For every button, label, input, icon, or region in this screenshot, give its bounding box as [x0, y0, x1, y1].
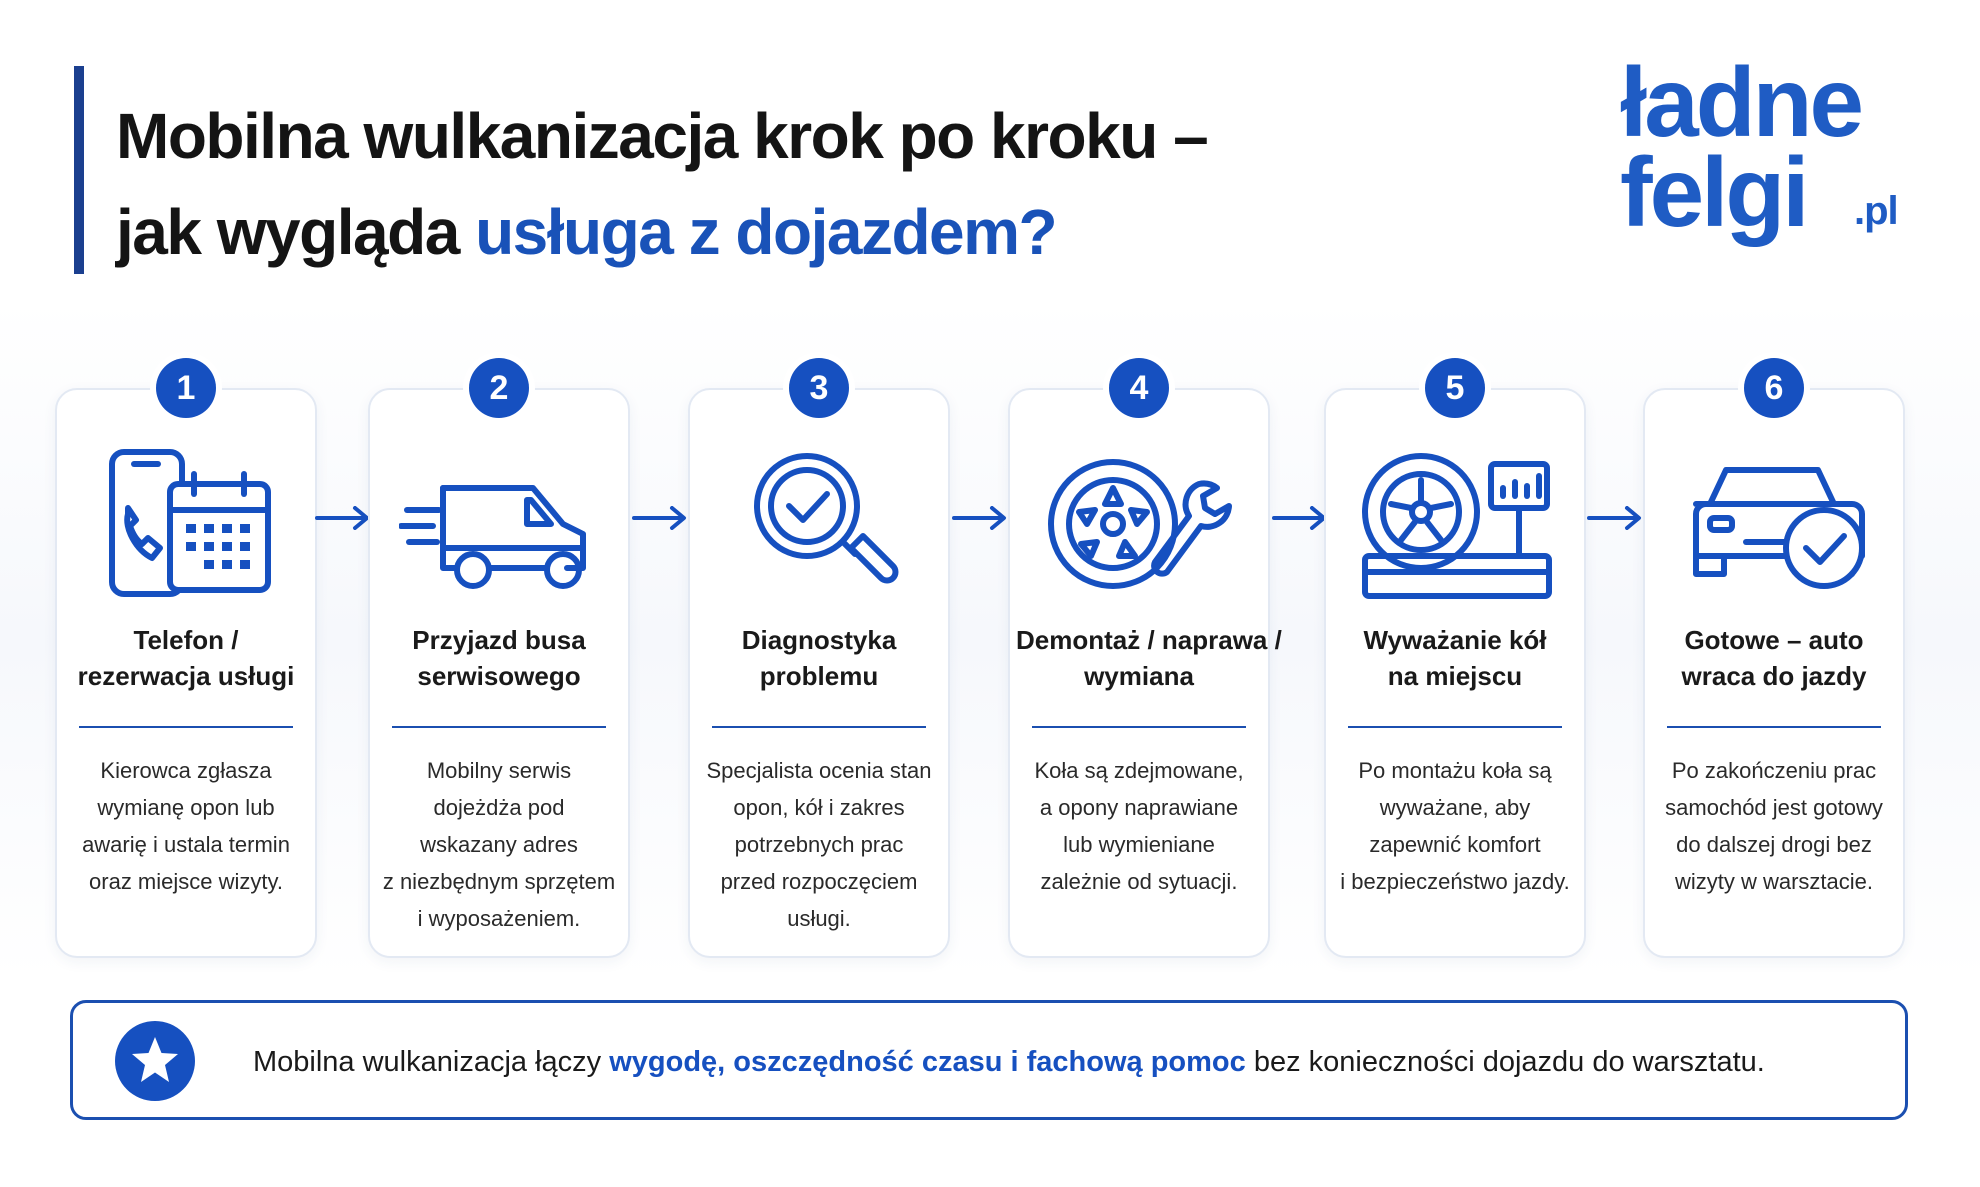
title-line-1: Mobilna wulkanizacja krok po kroku –	[116, 100, 1208, 172]
step-divider	[712, 726, 926, 728]
wheel-balancer-icon	[1355, 444, 1555, 604]
step-title-line: wraca do jazdy	[1681, 661, 1867, 691]
step-title	[1326, 622, 1584, 694]
step-divider	[1348, 726, 1562, 728]
step-title	[370, 622, 628, 694]
logo-line-2: felgi	[1620, 137, 1807, 247]
step-description	[1645, 752, 1903, 900]
summary-text-emphasis: wygodę, oszczędność czasu i fachową pomoc	[609, 1046, 1246, 1078]
arrow-right-icon	[632, 506, 688, 530]
step-title-line: Diagnostyka	[741, 625, 897, 655]
step-desc-line: Mobilny serwis	[426, 758, 572, 783]
title-line-2-plain: jak wygląda	[116, 196, 476, 268]
step-title-line: Przyjazd busa	[412, 625, 586, 655]
page-title	[116, 88, 1207, 280]
arrow-right-icon	[952, 506, 1008, 530]
brand-logo[interactable]	[1620, 47, 1920, 258]
step-number-badge: 3	[789, 358, 849, 418]
step-description	[1326, 752, 1584, 900]
step-desc-line: dojeżdża pod	[433, 795, 565, 820]
step-desc-line: potrzebnych prac	[734, 832, 904, 857]
step-title-line: Gotowe – auto	[1684, 625, 1864, 655]
title-accent-bar	[74, 66, 84, 274]
step-desc-line: lub wymieniane	[1063, 832, 1215, 857]
step-desc-line: wizyty w warsztacie.	[1674, 869, 1874, 894]
step-desc-line: Kierowca zgłasza	[100, 758, 272, 783]
step-desc-line: a opony naprawiane	[1039, 795, 1239, 820]
step-card-5	[1324, 369, 1586, 958]
step-desc-line: Po zakończeniu prac	[1671, 758, 1877, 783]
step-desc-line: wskazany adres	[420, 832, 578, 857]
logo-line-1: ładne	[1620, 47, 1861, 157]
step-title-line: Telefon /	[133, 625, 239, 655]
arrow-right-icon	[1587, 506, 1643, 530]
step-desc-line: zależnie od sytuacji.	[1040, 869, 1238, 894]
step-desc-line: wymianę opon lub	[97, 795, 275, 820]
star-icon	[115, 1021, 195, 1101]
step-title-line: serwisowego	[417, 661, 581, 691]
step-number-badge: 6	[1744, 358, 1804, 418]
step-title	[690, 622, 948, 694]
step-description	[57, 752, 315, 900]
step-card-2	[368, 369, 630, 958]
step-desc-line: samochód jest gotowy	[1665, 795, 1883, 820]
step-card-1	[55, 369, 317, 958]
step-card-4	[1008, 369, 1282, 958]
step-title	[1645, 622, 1903, 694]
summary-text-end: bez konieczności dojazdu do warsztatu.	[1245, 1046, 1765, 1078]
step-desc-line: oraz miejsce wizyty.	[89, 869, 283, 894]
logo-tld: .pl	[1854, 189, 1898, 233]
step-desc-line: do dalszej drogi bez	[1676, 832, 1872, 857]
car-check-icon	[1674, 444, 1874, 604]
arrow-right-icon	[315, 506, 371, 530]
summary-banner	[70, 1000, 1908, 1120]
step-desc-line: wyważane, aby	[1379, 795, 1531, 820]
step-card-6	[1643, 369, 1905, 958]
phone-calendar-icon	[86, 444, 286, 604]
step-title	[57, 622, 315, 694]
magnifier-check-icon	[719, 444, 919, 604]
step-title-line: Wyważanie kół	[1363, 625, 1547, 655]
step-divider	[1667, 726, 1881, 728]
step-divider	[392, 726, 606, 728]
step-number-badge: 4	[1109, 358, 1169, 418]
step-desc-line: z niezbędnym sprzętem	[382, 869, 616, 894]
step-title-line: wymiana	[1084, 661, 1194, 691]
step-desc-line: Koła są zdejmowane,	[1034, 758, 1244, 783]
step-title-line: rezerwacja usługi	[77, 661, 295, 691]
step-desc-line: Specjalista ocenia stan	[706, 758, 932, 783]
step-description	[1010, 752, 1268, 900]
step-desc-line: zapewnić komfort	[1369, 832, 1541, 857]
header	[0, 0, 1980, 300]
step-desc-line: i wyposażeniem.	[417, 906, 581, 931]
step-number-badge: 2	[469, 358, 529, 418]
summary-text-start: Mobilna wulkanizacja łączy	[253, 1046, 610, 1078]
step-title-line: Demontaż / naprawa /	[1016, 625, 1282, 655]
arrow-right-icon	[1272, 506, 1328, 530]
step-desc-line: Po montażu koła są	[1358, 758, 1552, 783]
step-desc-line: i bezpieczeństwo jazdy.	[1340, 869, 1570, 894]
step-divider	[1032, 726, 1246, 728]
step-desc-line: awarię i ustala termin	[82, 832, 290, 857]
step-title-line: na miejscu	[1387, 661, 1523, 691]
step-description	[370, 752, 628, 937]
wheel-wrench-icon	[1039, 444, 1239, 604]
step-card-3	[688, 369, 950, 958]
step-number-badge: 5	[1425, 358, 1485, 418]
step-desc-line: usługi.	[787, 906, 851, 931]
step-title-line: problemu	[759, 661, 879, 691]
step-description	[690, 752, 948, 937]
step-desc-line: przed rozpoczęciem	[720, 869, 918, 894]
step-divider	[79, 726, 293, 728]
title-line-2	[116, 184, 1207, 280]
step-title	[1010, 622, 1282, 694]
step-desc-line: opon, kół i zakres	[733, 795, 905, 820]
title-line-2-accent: usługa z dojazdem?	[475, 196, 1057, 268]
van-icon	[399, 444, 599, 604]
step-number-badge: 1	[156, 358, 216, 418]
summary-text	[253, 1043, 1765, 1081]
